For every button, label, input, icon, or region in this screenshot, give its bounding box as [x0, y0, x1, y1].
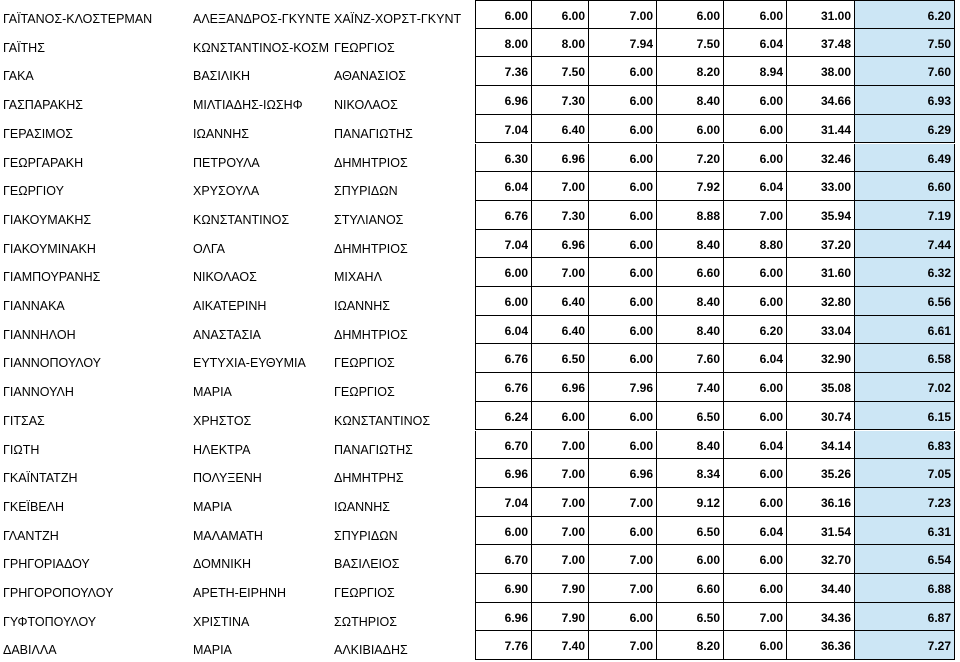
average-cell[interactable]: 6.49	[855, 144, 955, 173]
score-cell[interactable]: 7.04	[475, 230, 532, 259]
surname-cell[interactable]: ΓΑΪΤΗΣ	[3, 40, 45, 55]
father-name-cell[interactable]: ΔΗΜΗΤΡΗΣ	[334, 471, 404, 486]
first-name-cell[interactable]: ΜΑΡΙΑ	[193, 643, 232, 658]
score-cell[interactable]: 6.00	[589, 57, 657, 86]
first-name-cell[interactable]: ΙΩΑΝΝΗΣ	[193, 126, 249, 141]
table-row	[0, 344, 960, 373]
score-cell[interactable]: 6.96	[475, 459, 532, 488]
average-cell[interactable]: 6.93	[855, 86, 955, 115]
table-row	[0, 431, 960, 460]
score-cell[interactable]: 6.00	[532, 402, 589, 431]
father-name-cell[interactable]: ΠΑΝΑΓΙΩΤΗΣ	[334, 442, 413, 457]
score-cell[interactable]: 6.00	[724, 373, 787, 402]
average-cell[interactable]: 7.05	[855, 459, 955, 488]
father-name-cell[interactable]: ΓΕΩΡΓΙΟΣ	[334, 385, 395, 400]
table-row	[0, 459, 960, 488]
first-name-cell[interactable]: ΜΑΛΑΜΑΤΗ	[193, 528, 263, 543]
table-row	[0, 258, 960, 287]
father-name-cell[interactable]: ΣΤΥΛΙΑΝΟΣ	[334, 212, 404, 227]
score-cell[interactable]: 6.96	[532, 373, 589, 402]
score-cell[interactable]: 6.00	[657, 115, 724, 144]
score-cell[interactable]: 6.00	[589, 344, 657, 373]
score-cell[interactable]: 6.00	[657, 545, 724, 574]
score-cell[interactable]: 6.00	[724, 545, 787, 574]
score-cell[interactable]: 6.04	[724, 172, 787, 201]
father-name-cell[interactable]: ΔΗΜΗΤΡΙΟΣ	[334, 155, 408, 170]
score-cell[interactable]: 8.34	[657, 459, 724, 488]
first-name-cell[interactable]: ΕΥΤΥΧΙΑ-ΕΥΘΥΜΙΑ	[193, 356, 306, 371]
score-cell[interactable]: 8.40	[657, 230, 724, 259]
score-cell[interactable]: 7.50	[532, 57, 589, 86]
score-cell[interactable]: 6.00	[475, 258, 532, 287]
surname-cell[interactable]: ΓΑΚΑ	[3, 69, 34, 84]
first-name-cell[interactable]: ΑΛΕΞΑΝΔΡΟΣ-ΓΚΥΝΤΕ	[193, 12, 331, 26]
score-cell[interactable]: 7.90	[532, 574, 589, 603]
first-name-cell[interactable]: ΑΝΑΣΤΑΣΙΑ	[193, 327, 262, 342]
score-cell[interactable]: 8.20	[657, 57, 724, 86]
average-cell[interactable]: 7.23	[855, 488, 955, 517]
surname-cell[interactable]: ΓΙΑΝΝΗΛΟΗ	[3, 327, 76, 342]
surname-cell[interactable]: ΓΚΕΪΒΕΛΗ	[3, 499, 65, 514]
score-cell[interactable]: 7.04	[475, 488, 532, 517]
score-cell[interactable]: 7.00	[532, 459, 589, 488]
total-cell[interactable]: 34.36	[787, 603, 855, 632]
score-cell[interactable]: 7.50	[657, 29, 724, 58]
score-cell[interactable]: 6.00	[724, 287, 787, 316]
surname-cell[interactable]: ΓΡΗΓΟΡΟΠΟΥΛΟΥ	[3, 586, 114, 600]
surname-cell[interactable]: ΓΚΑΪΝΤΑΤΖΗ	[3, 471, 78, 486]
score-cell[interactable]: 8.00	[475, 29, 532, 58]
surname-cell[interactable]: ΓΙΑΚΟΥΜΙΝΑΚΗ	[3, 241, 96, 256]
total-cell[interactable]: 32.80	[787, 287, 855, 316]
score-cell[interactable]: 6.96	[589, 459, 657, 488]
score-cell[interactable]: 6.50	[657, 517, 724, 546]
table-row	[0, 201, 960, 230]
first-name-cell[interactable]: ΑΡΕΤΗ-ΕΙΡΗΝΗ	[193, 586, 287, 600]
score-cell[interactable]: 8.40	[657, 431, 724, 460]
score-cell[interactable]: 6.04	[724, 517, 787, 546]
table-row	[0, 115, 960, 144]
score-cell[interactable]: 7.00	[589, 0, 657, 29]
score-cell[interactable]: 6.96	[532, 230, 589, 259]
score-cell[interactable]: 7.36	[475, 57, 532, 86]
surname-cell[interactable]: ΓΙΑΝΝΟΠΟΥΛΟΥ	[3, 356, 101, 371]
score-cell[interactable]: 6.00	[724, 631, 787, 660]
surname-cell[interactable]: ΓΑΣΠΑΡΑΚΗΣ	[3, 98, 84, 113]
father-name-cell[interactable]: ΓΕΩΡΓΙΟΣ	[334, 356, 395, 371]
total-cell[interactable]: 38.00	[787, 57, 855, 86]
score-cell[interactable]: 9.12	[657, 488, 724, 517]
score-cell[interactable]: 6.00	[589, 402, 657, 431]
score-cell[interactable]: 7.00	[589, 631, 657, 660]
score-cell[interactable]: 6.00	[475, 287, 532, 316]
father-name-cell[interactable]: ΧΑΪΝΖ-ΧΟΡΣΤ-ΓΚΥΝΤ	[334, 12, 462, 26]
total-cell[interactable]: 31.44	[787, 115, 855, 144]
total-cell[interactable]: 35.26	[787, 459, 855, 488]
total-cell[interactable]: 31.60	[787, 258, 855, 287]
surname-cell[interactable]: ΓΡΗΓΟΡΙΑΔΟΥ	[3, 557, 90, 572]
score-cell[interactable]: 6.70	[475, 431, 532, 460]
score-cell[interactable]: 6.04	[475, 172, 532, 201]
table-row	[0, 402, 960, 431]
average-cell[interactable]: 7.19	[855, 201, 955, 230]
average-cell[interactable]: 6.60	[855, 172, 955, 201]
score-cell[interactable]: 6.00	[589, 603, 657, 632]
score-cell[interactable]: 6.00	[724, 459, 787, 488]
surname-cell[interactable]: ΓΕΩΡΓΑΡΑΚΗ	[3, 155, 84, 170]
score-cell[interactable]: 6.24	[475, 402, 532, 431]
score-cell[interactable]: 7.00	[589, 488, 657, 517]
score-cell[interactable]: 6.00	[589, 517, 657, 546]
score-cell[interactable]: 7.90	[532, 603, 589, 632]
score-cell[interactable]: 6.00	[589, 115, 657, 144]
first-name-cell[interactable]: ΗΛΕΚΤΡΑ	[193, 442, 251, 457]
score-cell[interactable]: 7.30	[532, 201, 589, 230]
score-cell[interactable]: 6.76	[475, 373, 532, 402]
score-cell[interactable]: 8.40	[657, 86, 724, 115]
score-cell[interactable]: 6.00	[475, 0, 532, 29]
score-cell[interactable]: 7.00	[589, 545, 657, 574]
score-cell[interactable]: 6.96	[532, 144, 589, 173]
score-cell[interactable]: 6.04	[724, 344, 787, 373]
table-row	[0, 230, 960, 259]
score-cell[interactable]: 6.90	[475, 574, 532, 603]
average-cell[interactable]: 6.54	[855, 545, 955, 574]
score-cell[interactable]: 7.00	[532, 545, 589, 574]
total-cell[interactable]: 37.20	[787, 230, 855, 259]
surname-cell[interactable]: ΓΑΪΤΑΝΟΣ-ΚΛΟΣΤΕΡΜΑΝ	[3, 12, 153, 26]
score-cell[interactable]: 7.04	[475, 115, 532, 144]
score-cell[interactable]: 6.70	[475, 545, 532, 574]
average-cell[interactable]: 6.15	[855, 402, 955, 431]
first-name-cell[interactable]: ΝΙΚΟΛΑΟΣ	[193, 270, 257, 285]
average-cell[interactable]: 6.61	[855, 316, 955, 345]
average-cell[interactable]: 7.60	[855, 57, 955, 86]
score-cell[interactable]: 8.00	[532, 29, 589, 58]
first-name-cell[interactable]: ΧΡΥΣΟΥΛΑ	[193, 184, 260, 199]
table-row	[0, 57, 960, 86]
table-row	[0, 287, 960, 316]
score-cell[interactable]: 7.00	[589, 574, 657, 603]
score-cell[interactable]: 6.50	[657, 603, 724, 632]
score-cell[interactable]: 7.00	[532, 488, 589, 517]
score-cell[interactable]: 6.40	[532, 115, 589, 144]
first-name-cell[interactable]: ΑΙΚΑΤΕΡΙΝΗ	[193, 299, 267, 313]
father-name-cell[interactable]: ΣΠΥΡΙΔΩΝ	[334, 528, 398, 543]
score-cell[interactable]: 6.40	[532, 316, 589, 345]
first-name-cell[interactable]: ΜΑΡΙΑ	[193, 499, 232, 514]
score-cell[interactable]: 6.00	[532, 0, 589, 29]
average-cell[interactable]: 7.27	[855, 631, 955, 660]
total-cell[interactable]: 36.36	[787, 631, 855, 660]
score-cell[interactable]: 6.00	[724, 574, 787, 603]
score-cell[interactable]: 6.00	[724, 488, 787, 517]
average-cell[interactable]: 6.20	[855, 0, 955, 29]
score-cell[interactable]: 7.00	[532, 172, 589, 201]
score-cell[interactable]: 6.00	[589, 172, 657, 201]
score-cell[interactable]: 7.20	[657, 144, 724, 173]
father-name-cell[interactable]: ΝΙΚΟΛΑΟΣ	[334, 98, 398, 113]
surname-cell[interactable]: ΓΙΑΝΝΟΥΛΗ	[3, 385, 74, 400]
score-cell[interactable]: 6.76	[475, 201, 532, 230]
total-cell[interactable]: 35.94	[787, 201, 855, 230]
table-row	[0, 29, 960, 58]
father-name-cell[interactable]: ΙΩΑΝΝΗΣ	[334, 299, 390, 313]
first-name-cell[interactable]: ΜΑΡΙΑ	[193, 385, 232, 400]
average-cell[interactable]: 6.56	[855, 287, 955, 316]
score-cell[interactable]: 8.40	[657, 287, 724, 316]
father-name-cell[interactable]: ΙΩΑΝΝΗΣ	[334, 499, 390, 514]
surname-cell[interactable]: ΔΑΒΙΛΛΑ	[3, 643, 57, 658]
father-name-cell[interactable]: ΚΩΝΣΤΑΝΤΙΝΟΣ	[334, 413, 431, 428]
father-name-cell[interactable]: ΣΠΥΡΙΔΩΝ	[334, 184, 398, 199]
surname-cell[interactable]: ΓΛΑΝΤΖΗ	[3, 528, 59, 543]
total-cell[interactable]: 33.00	[787, 172, 855, 201]
surname-cell[interactable]: ΓΥΦΤΟΠΟΥΛΟΥ	[3, 614, 97, 629]
first-name-cell[interactable]: ΜΙΛΤΙΑΔΗΣ-ΙΩΣΗΦ	[193, 98, 303, 113]
score-cell[interactable]: 6.96	[475, 86, 532, 115]
table-row	[0, 545, 960, 574]
score-cell[interactable]: 6.00	[589, 258, 657, 287]
average-cell[interactable]: 6.83	[855, 431, 955, 460]
table-row	[0, 488, 960, 517]
father-name-cell[interactable]: ΜΙΧΑΗΛ	[334, 270, 382, 285]
average-cell[interactable]: 6.87	[855, 603, 955, 632]
table-row	[0, 316, 960, 345]
score-cell[interactable]: 7.92	[657, 172, 724, 201]
average-cell[interactable]: 6.31	[855, 517, 955, 546]
father-name-cell[interactable]: ΠΑΝΑΓΙΩΤΗΣ	[334, 126, 413, 141]
surname-cell[interactable]: ΓΙΩΤΗ	[3, 442, 40, 457]
father-name-cell[interactable]: ΑΘΑΝΑΣΙΟΣ	[334, 69, 406, 84]
score-cell[interactable]: 6.00	[475, 517, 532, 546]
table-row	[0, 517, 960, 546]
surname-cell[interactable]: ΓΕΡΑΣΙΜΟΣ	[3, 126, 74, 141]
total-cell[interactable]: 34.14	[787, 431, 855, 460]
total-cell[interactable]: 30.74	[787, 402, 855, 431]
total-cell[interactable]: 36.16	[787, 488, 855, 517]
score-cell[interactable]: 6.00	[589, 230, 657, 259]
score-cell[interactable]: 6.00	[657, 0, 724, 29]
score-cell[interactable]: 6.96	[475, 603, 532, 632]
score-cell[interactable]: 6.00	[589, 86, 657, 115]
father-name-cell[interactable]: ΓΕΩΡΓΙΟΣ	[334, 40, 395, 55]
surname-cell[interactable]: ΓΙΑΝΝΑΚΑ	[3, 299, 65, 313]
father-name-cell[interactable]: ΓΕΩΡΓΙΟΣ	[334, 586, 395, 600]
score-cell[interactable]: 8.40	[657, 316, 724, 345]
score-cell[interactable]: 6.00	[724, 402, 787, 431]
score-cell[interactable]: 6.00	[589, 201, 657, 230]
first-name-cell[interactable]: ΧΡΗΣΤΟΣ	[193, 413, 252, 428]
table-row	[0, 172, 960, 201]
score-cell[interactable]: 6.00	[724, 258, 787, 287]
first-name-cell[interactable]: ΧΡΙΣΤΙΝΑ	[193, 614, 250, 629]
father-name-cell[interactable]: ΣΩΤΗΡΙΟΣ	[334, 614, 397, 629]
average-cell[interactable]: 7.02	[855, 373, 955, 402]
table-row	[0, 373, 960, 402]
total-cell[interactable]: 32.46	[787, 144, 855, 173]
average-cell[interactable]: 7.44	[855, 230, 955, 259]
score-cell[interactable]: 6.30	[475, 144, 532, 173]
average-cell[interactable]: 6.58	[855, 344, 955, 373]
score-cell[interactable]: 8.20	[657, 631, 724, 660]
score-cell[interactable]: 7.40	[657, 373, 724, 402]
total-cell[interactable]: 37.48	[787, 29, 855, 58]
first-name-cell[interactable]: ΟΛΓΑ	[193, 241, 225, 256]
total-cell[interactable]: 31.00	[787, 0, 855, 29]
table-row	[0, 574, 960, 603]
average-cell[interactable]: 6.32	[855, 258, 955, 287]
average-cell[interactable]: 6.88	[855, 574, 955, 603]
score-cell[interactable]: 6.04	[724, 431, 787, 460]
table-row	[0, 144, 960, 173]
score-cell[interactable]: 7.30	[532, 86, 589, 115]
first-name-cell[interactable]: ΚΩΝΣΤΑΝΤΙΝΟΣ-ΚΟΣΜ	[193, 40, 330, 55]
total-cell[interactable]: 34.40	[787, 574, 855, 603]
father-name-cell[interactable]: ΒΑΣΙΛΕΙΟΣ	[334, 557, 400, 572]
score-cell[interactable]: 6.04	[475, 316, 532, 345]
first-name-cell[interactable]: ΠΟΛΥΞΕΝΗ	[193, 471, 262, 486]
first-name-cell[interactable]: ΠΕΤΡΟΥΛΑ	[193, 155, 260, 170]
surname-cell[interactable]: ΓΕΩΡΓΙΟΥ	[3, 184, 64, 199]
table-row	[0, 0, 960, 29]
total-cell[interactable]: 34.66	[787, 86, 855, 115]
father-name-cell[interactable]: ΔΗΜΗΤΡΙΟΣ	[334, 327, 408, 342]
first-name-cell[interactable]: ΔΟΜΝΙΚΗ	[193, 557, 252, 572]
total-cell[interactable]: 31.54	[787, 517, 855, 546]
score-cell[interactable]: 7.96	[589, 373, 657, 402]
surname-cell[interactable]: ΓΙΑΜΠΟΥΡΑΝΗΣ	[3, 270, 101, 285]
score-cell[interactable]: 6.40	[532, 287, 589, 316]
average-cell[interactable]: 6.29	[855, 115, 955, 144]
total-cell[interactable]: 33.04	[787, 316, 855, 345]
surname-cell[interactable]: ΓΙΑΚΟΥΜΑΚΗΣ	[3, 212, 92, 227]
score-cell[interactable]: 7.00	[532, 517, 589, 546]
surname-cell[interactable]: ΓΙΤΣΑΣ	[3, 413, 45, 428]
score-cell[interactable]: 7.00	[724, 201, 787, 230]
total-cell[interactable]: 35.08	[787, 373, 855, 402]
score-cell[interactable]: 6.50	[657, 402, 724, 431]
first-name-cell[interactable]: ΚΩΝΣΤΑΝΤΙΝΟΣ	[193, 212, 290, 227]
first-name-cell[interactable]: ΒΑΣΙΛΙΚΗ	[193, 69, 251, 84]
score-cell[interactable]: 6.60	[657, 574, 724, 603]
score-cell[interactable]: 6.00	[724, 144, 787, 173]
score-cell[interactable]: 7.94	[589, 29, 657, 58]
total-cell[interactable]: 32.70	[787, 545, 855, 574]
score-cell[interactable]: 6.00	[589, 144, 657, 173]
total-cell[interactable]: 32.90	[787, 344, 855, 373]
score-cell[interactable]: 7.00	[532, 431, 589, 460]
score-cell[interactable]: 6.00	[589, 431, 657, 460]
score-cell[interactable]: 6.00	[589, 287, 657, 316]
table-row	[0, 631, 960, 660]
score-cell[interactable]: 8.94	[724, 57, 787, 86]
score-cell[interactable]: 8.88	[657, 201, 724, 230]
score-cell[interactable]: 6.00	[589, 316, 657, 345]
score-cell[interactable]: 7.00	[532, 258, 589, 287]
score-cell[interactable]: 6.04	[724, 29, 787, 58]
score-cell[interactable]: 6.00	[724, 86, 787, 115]
score-cell[interactable]: 7.76	[475, 631, 532, 660]
score-cell[interactable]: 7.60	[657, 344, 724, 373]
father-name-cell[interactable]: ΔΗΜΗΤΡΙΟΣ	[334, 241, 408, 256]
score-cell[interactable]: 6.00	[724, 0, 787, 29]
table-row	[0, 603, 960, 632]
score-cell[interactable]: 7.40	[532, 631, 589, 660]
average-cell[interactable]: 7.50	[855, 29, 955, 58]
score-cell[interactable]: 6.50	[532, 344, 589, 373]
score-cell[interactable]: 6.20	[724, 316, 787, 345]
score-cell[interactable]: 8.80	[724, 230, 787, 259]
score-cell[interactable]: 6.60	[657, 258, 724, 287]
father-name-cell[interactable]: ΑΛΚΙΒΙΑΔΗΣ	[334, 643, 408, 658]
table-row	[0, 86, 960, 115]
score-cell[interactable]: 7.00	[724, 603, 787, 632]
score-cell[interactable]: 6.00	[724, 115, 787, 144]
score-cell[interactable]: 6.76	[475, 344, 532, 373]
